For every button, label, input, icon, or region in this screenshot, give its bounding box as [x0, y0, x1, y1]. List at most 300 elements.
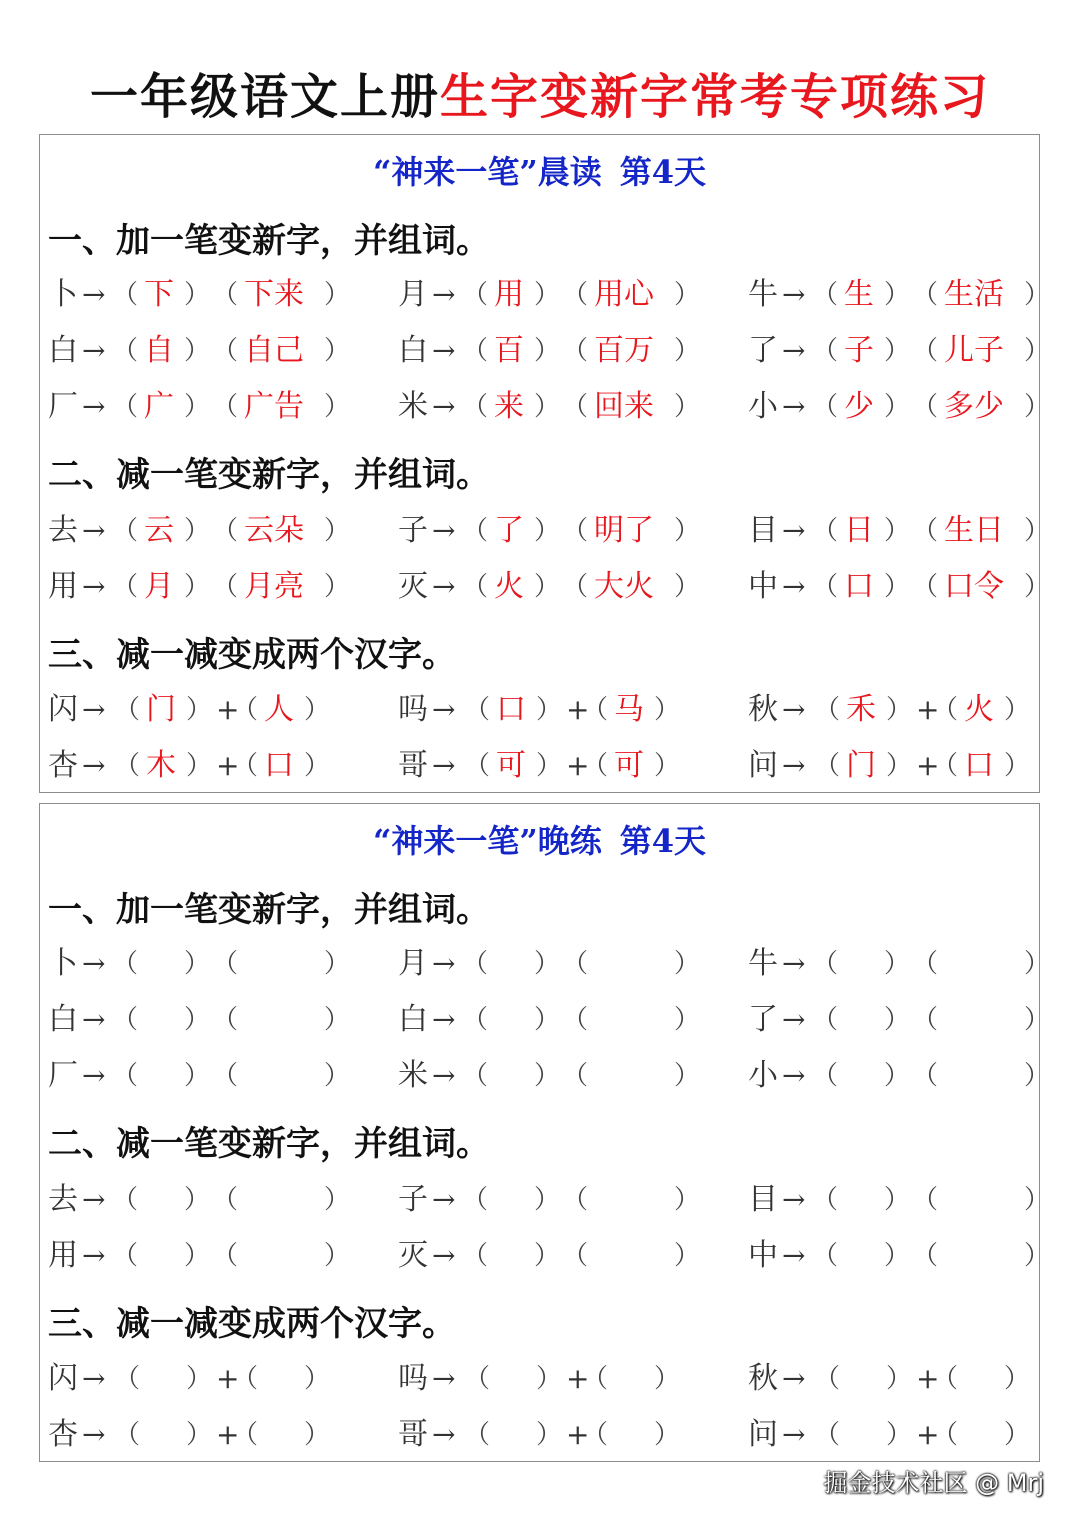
- arrow-symbol: →: [432, 1418, 456, 1451]
- arrow-symbol: →: [432, 947, 456, 980]
- answer-word: 明了: [594, 513, 654, 548]
- answer-character: 生: [844, 277, 874, 312]
- answer-word: 多少: [944, 389, 1004, 424]
- left-paren: （: [462, 1185, 489, 1215]
- left-paren: （: [112, 280, 139, 310]
- answer-word: 广告: [244, 389, 304, 424]
- exercise-row: [40, 511, 1051, 551]
- plus-sign: +: [566, 693, 590, 726]
- right-paren: ）: [536, 1420, 563, 1450]
- answer-part-2: 口: [264, 748, 294, 783]
- right-paren: ）: [1024, 336, 1051, 366]
- answer-word: 用心: [594, 277, 654, 312]
- arrow-symbol: →: [432, 1003, 456, 1036]
- arrow-symbol: →: [82, 1239, 106, 1272]
- left-paren: （: [232, 751, 259, 781]
- source-character: 用: [48, 1238, 78, 1273]
- source-character: 哥: [398, 1417, 428, 1452]
- left-paren: （: [462, 572, 489, 602]
- plus-sign: +: [916, 1418, 940, 1451]
- left-paren: （: [464, 1364, 491, 1394]
- source-character: 了: [748, 333, 778, 368]
- right-paren: ）: [324, 516, 351, 546]
- source-character: 小: [748, 1058, 778, 1093]
- right-paren: ）: [674, 1005, 701, 1035]
- right-paren: ）: [1004, 1364, 1031, 1394]
- left-paren: （: [464, 751, 491, 781]
- right-paren: ）: [324, 392, 351, 422]
- right-paren: ）: [1024, 1005, 1051, 1035]
- right-paren: ）: [186, 751, 213, 781]
- source-character: 白: [398, 333, 428, 368]
- left-paren: （: [932, 1364, 959, 1394]
- right-paren: ）: [886, 751, 913, 781]
- right-paren: ）: [534, 280, 561, 310]
- exercise-row: [40, 1056, 1051, 1096]
- answer-character: 子: [844, 333, 874, 368]
- arrow-symbol: →: [432, 334, 456, 367]
- left-paren: （: [912, 572, 939, 602]
- answer-word: 下来: [244, 277, 304, 312]
- arrow-symbol: →: [782, 1239, 806, 1272]
- arrow-symbol: →: [432, 390, 456, 423]
- source-character: 白: [398, 1002, 428, 1037]
- left-paren: （: [114, 751, 141, 781]
- left-paren: （: [812, 516, 839, 546]
- source-character: 卜: [48, 277, 78, 312]
- morning-section3-heading: 三、减一减变成两个汉字。: [48, 635, 456, 675]
- left-paren: （: [562, 392, 589, 422]
- plus-sign: +: [566, 1418, 590, 1451]
- left-paren: （: [462, 280, 489, 310]
- right-paren: ）: [674, 280, 701, 310]
- right-paren: ）: [304, 751, 331, 781]
- right-paren: ）: [184, 1241, 211, 1271]
- right-paren: ）: [304, 695, 331, 725]
- right-paren: ）: [324, 949, 351, 979]
- evening-day: 第4天: [619, 822, 707, 860]
- arrow-symbol: →: [82, 514, 106, 547]
- answer-character: 用: [494, 277, 524, 312]
- morning-section1-heading: 一、加一笔变新字，并组词。: [48, 221, 490, 261]
- evening-subtitle-text: “神来一笔”晚练: [372, 822, 602, 860]
- right-paren: ）: [536, 1364, 563, 1394]
- page-title: [0, 58, 1080, 127]
- right-paren: ）: [184, 949, 211, 979]
- answer-character: 口: [844, 569, 874, 604]
- left-paren: （: [462, 516, 489, 546]
- answer-character: 广: [144, 389, 174, 424]
- source-character: 杏: [48, 748, 78, 783]
- answer-character: 云: [144, 513, 174, 548]
- right-paren: ）: [884, 1185, 911, 1215]
- right-paren: ）: [324, 1061, 351, 1091]
- watermark: 掘金技术社区 @ Mrj: [823, 1469, 1044, 1497]
- arrow-symbol: →: [782, 1003, 806, 1036]
- left-paren: （: [114, 1420, 141, 1450]
- arrow-symbol: →: [82, 1418, 106, 1451]
- right-paren: ）: [1024, 1185, 1051, 1215]
- arrow-symbol: →: [82, 334, 106, 367]
- right-paren: ）: [324, 572, 351, 602]
- source-character: 子: [398, 513, 428, 548]
- right-paren: ）: [324, 280, 351, 310]
- exercise-row: [40, 331, 1051, 371]
- left-paren: （: [582, 1420, 609, 1450]
- answer-part-1: 门: [146, 692, 176, 727]
- right-paren: ）: [534, 336, 561, 366]
- arrow-symbol: →: [432, 1183, 456, 1216]
- source-character: 月: [398, 946, 428, 981]
- right-paren: ）: [304, 1364, 331, 1394]
- evening-section2-heading: 二、减一笔变新字，并组词。: [48, 1124, 490, 1164]
- exercise-row: [40, 1180, 1051, 1220]
- left-paren: （: [212, 336, 239, 366]
- left-paren: （: [462, 336, 489, 366]
- source-character: 厂: [48, 1058, 78, 1093]
- exercise-row: [40, 746, 1039, 786]
- right-paren: ）: [184, 1061, 211, 1091]
- left-paren: （: [562, 1241, 589, 1271]
- exercise-row: [40, 1359, 1039, 1399]
- right-paren: ）: [534, 1005, 561, 1035]
- right-paren: ）: [536, 695, 563, 725]
- source-character: 白: [48, 1002, 78, 1037]
- left-paren: （: [462, 1241, 489, 1271]
- arrow-symbol: →: [782, 514, 806, 547]
- plus-sign: +: [216, 693, 240, 726]
- left-paren: （: [232, 1364, 259, 1394]
- arrow-symbol: →: [432, 1059, 456, 1092]
- right-paren: ）: [184, 1005, 211, 1035]
- left-paren: （: [562, 572, 589, 602]
- left-paren: （: [912, 1005, 939, 1035]
- answer-word: 百万: [594, 333, 654, 368]
- arrow-symbol: →: [432, 570, 456, 603]
- answer-character: 少: [844, 389, 874, 424]
- answer-word: 月亮: [244, 569, 304, 604]
- left-paren: （: [212, 1061, 239, 1091]
- source-character: 中: [748, 1238, 778, 1273]
- source-character: 灭: [398, 569, 428, 604]
- answer-word: 云朵: [244, 513, 304, 548]
- right-paren: ）: [184, 572, 211, 602]
- morning-subtitle: [40, 147, 1039, 193]
- right-paren: ）: [884, 572, 911, 602]
- left-paren: （: [562, 336, 589, 366]
- right-paren: ）: [884, 516, 911, 546]
- source-character: 秋: [748, 692, 778, 727]
- left-paren: （: [562, 280, 589, 310]
- left-paren: （: [462, 1005, 489, 1035]
- answer-part-1: 可: [496, 748, 526, 783]
- left-paren: （: [812, 392, 839, 422]
- left-paren: （: [212, 516, 239, 546]
- source-character: 杏: [48, 1417, 78, 1452]
- arrow-symbol: →: [82, 1003, 106, 1036]
- right-paren: ）: [184, 1185, 211, 1215]
- evening-section3-heading: 三、减一减变成两个汉字。: [48, 1304, 456, 1344]
- title-part-red: 生字变新字常考专项练习: [440, 69, 991, 125]
- arrow-symbol: →: [432, 514, 456, 547]
- plus-sign: +: [216, 749, 240, 782]
- left-paren: （: [814, 751, 841, 781]
- source-character: 了: [748, 1002, 778, 1037]
- arrow-symbol: →: [432, 278, 456, 311]
- source-character: 哥: [398, 748, 428, 783]
- right-paren: ）: [534, 1241, 561, 1271]
- left-paren: （: [112, 516, 139, 546]
- left-paren: （: [912, 1185, 939, 1215]
- right-paren: ）: [654, 1420, 681, 1450]
- left-paren: （: [212, 280, 239, 310]
- right-paren: ）: [534, 1185, 561, 1215]
- arrow-symbol: →: [782, 570, 806, 603]
- left-paren: （: [464, 695, 491, 725]
- right-paren: ）: [884, 280, 911, 310]
- right-paren: ）: [674, 336, 701, 366]
- left-paren: （: [212, 572, 239, 602]
- left-paren: （: [562, 1061, 589, 1091]
- left-paren: （: [812, 336, 839, 366]
- left-paren: （: [812, 1005, 839, 1035]
- source-character: 月: [398, 277, 428, 312]
- left-paren: （: [912, 1061, 939, 1091]
- right-paren: ）: [674, 392, 701, 422]
- arrow-symbol: →: [782, 278, 806, 311]
- left-paren: （: [112, 949, 139, 979]
- right-paren: ）: [654, 1364, 681, 1394]
- left-paren: （: [932, 751, 959, 781]
- evening-practice-panel: [39, 803, 1051, 1462]
- answer-character: 了: [494, 513, 524, 548]
- answer-word: 自己: [244, 333, 304, 368]
- left-paren: （: [112, 1185, 139, 1215]
- left-paren: （: [112, 336, 139, 366]
- right-paren: ）: [534, 572, 561, 602]
- plus-sign: +: [216, 1362, 240, 1395]
- arrow-symbol: →: [782, 693, 806, 726]
- right-paren: ）: [884, 1005, 911, 1035]
- left-paren: （: [812, 949, 839, 979]
- right-paren: ）: [1024, 1061, 1051, 1091]
- plus-sign: +: [916, 693, 940, 726]
- arrow-symbol: →: [782, 947, 806, 980]
- source-character: 小: [748, 389, 778, 424]
- exercise-row: [40, 944, 1051, 984]
- right-paren: ）: [536, 751, 563, 781]
- arrow-symbol: →: [782, 334, 806, 367]
- right-paren: ）: [1024, 280, 1051, 310]
- right-paren: ）: [184, 280, 211, 310]
- arrow-symbol: →: [82, 693, 106, 726]
- arrow-symbol: →: [432, 1362, 456, 1395]
- right-paren: ）: [884, 336, 911, 366]
- plus-sign: +: [916, 749, 940, 782]
- right-paren: ）: [186, 1364, 213, 1394]
- answer-part-2: 人: [264, 692, 294, 727]
- answer-part-1: 口: [496, 692, 526, 727]
- left-paren: （: [582, 695, 609, 725]
- left-paren: （: [112, 572, 139, 602]
- exercise-row: [40, 690, 1039, 730]
- right-paren: ）: [674, 516, 701, 546]
- right-paren: ）: [1004, 695, 1031, 725]
- left-paren: （: [582, 751, 609, 781]
- left-paren: （: [912, 280, 939, 310]
- right-paren: ）: [674, 572, 701, 602]
- answer-part-1: 门: [846, 748, 876, 783]
- answer-character: 百: [494, 333, 524, 368]
- answer-part-1: 木: [146, 748, 176, 783]
- source-character: 目: [748, 513, 778, 548]
- left-paren: （: [112, 1061, 139, 1091]
- arrow-symbol: →: [82, 390, 106, 423]
- right-paren: ）: [674, 1185, 701, 1215]
- right-paren: ）: [1004, 751, 1031, 781]
- plus-sign: +: [216, 1418, 240, 1451]
- right-paren: ）: [186, 1420, 213, 1450]
- left-paren: （: [582, 1364, 609, 1394]
- plus-sign: +: [566, 749, 590, 782]
- right-paren: ）: [1024, 572, 1051, 602]
- morning-reading-panel: [39, 134, 1051, 793]
- answer-word: 生活: [944, 277, 1004, 312]
- right-paren: ）: [534, 949, 561, 979]
- exercise-row: [40, 387, 1051, 427]
- source-character: 厂: [48, 389, 78, 424]
- answer-part-2: 马: [614, 692, 644, 727]
- morning-subtitle-text: “神来一笔”晨读: [372, 153, 602, 191]
- source-character: 去: [48, 513, 78, 548]
- left-paren: （: [212, 392, 239, 422]
- right-paren: ）: [304, 1420, 331, 1450]
- left-paren: （: [232, 695, 259, 725]
- right-paren: ）: [1024, 392, 1051, 422]
- right-paren: ）: [534, 392, 561, 422]
- source-character: 子: [398, 1182, 428, 1217]
- arrow-symbol: →: [782, 1362, 806, 1395]
- answer-word: 生日: [944, 513, 1004, 548]
- plus-sign: +: [916, 1362, 940, 1395]
- source-character: 白: [48, 333, 78, 368]
- right-paren: ）: [654, 751, 681, 781]
- right-paren: ）: [534, 1061, 561, 1091]
- answer-word: 大火: [594, 569, 654, 604]
- arrow-symbol: →: [782, 1183, 806, 1216]
- right-paren: ）: [674, 1061, 701, 1091]
- left-paren: （: [814, 695, 841, 725]
- left-paren: （: [812, 280, 839, 310]
- arrow-symbol: →: [782, 749, 806, 782]
- right-paren: ）: [674, 1241, 701, 1271]
- right-paren: ）: [674, 949, 701, 979]
- morning-day: 第4天: [619, 153, 707, 191]
- exercise-row: [40, 1415, 1039, 1455]
- source-character: 目: [748, 1182, 778, 1217]
- left-paren: （: [912, 516, 939, 546]
- source-character: 灭: [398, 1238, 428, 1273]
- right-paren: ）: [184, 392, 211, 422]
- source-character: 卜: [48, 946, 78, 981]
- source-character: 牛: [748, 277, 778, 312]
- left-paren: （: [112, 1241, 139, 1271]
- arrow-symbol: →: [432, 693, 456, 726]
- evening-section1-heading: 一、加一笔变新字，并组词。: [48, 890, 490, 930]
- left-paren: （: [114, 695, 141, 725]
- left-paren: （: [912, 1241, 939, 1271]
- arrow-symbol: →: [782, 1059, 806, 1092]
- right-paren: ）: [324, 1185, 351, 1215]
- left-paren: （: [912, 949, 939, 979]
- answer-character: 下: [144, 277, 174, 312]
- right-paren: ）: [886, 1420, 913, 1450]
- left-paren: （: [932, 1420, 959, 1450]
- source-character: 吗: [398, 692, 428, 727]
- right-paren: ）: [1004, 1420, 1031, 1450]
- answer-word: 儿子: [944, 333, 1004, 368]
- answer-word: 回来: [594, 389, 654, 424]
- left-paren: （: [814, 1364, 841, 1394]
- source-character: 吗: [398, 1361, 428, 1396]
- left-paren: （: [814, 1420, 841, 1450]
- answer-character: 火: [494, 569, 524, 604]
- exercise-row: [40, 1000, 1051, 1040]
- right-paren: ）: [184, 336, 211, 366]
- arrow-symbol: →: [782, 1418, 806, 1451]
- plus-sign: +: [566, 1362, 590, 1395]
- answer-part-2: 口: [964, 748, 994, 783]
- arrow-symbol: →: [432, 1239, 456, 1272]
- arrow-symbol: →: [782, 390, 806, 423]
- arrow-symbol: →: [82, 570, 106, 603]
- source-character: 问: [748, 1417, 778, 1452]
- arrow-symbol: →: [432, 749, 456, 782]
- left-paren: （: [112, 1005, 139, 1035]
- left-paren: （: [114, 1364, 141, 1394]
- exercise-row: [40, 567, 1051, 607]
- right-paren: ）: [1024, 1241, 1051, 1271]
- right-paren: ）: [884, 1061, 911, 1091]
- answer-part-2: 火: [964, 692, 994, 727]
- arrow-symbol: →: [82, 749, 106, 782]
- evening-subtitle: [40, 816, 1039, 862]
- source-character: 闪: [48, 692, 78, 727]
- right-paren: ）: [1024, 516, 1051, 546]
- left-paren: （: [562, 1185, 589, 1215]
- left-paren: （: [912, 392, 939, 422]
- left-paren: （: [562, 949, 589, 979]
- left-paren: （: [212, 949, 239, 979]
- left-paren: （: [212, 1185, 239, 1215]
- title-part-black: 一年级语文上册: [89, 69, 440, 125]
- arrow-symbol: →: [82, 947, 106, 980]
- left-paren: （: [212, 1241, 239, 1271]
- left-paren: （: [912, 336, 939, 366]
- source-character: 去: [48, 1182, 78, 1217]
- left-paren: （: [812, 1061, 839, 1091]
- arrow-symbol: →: [82, 1183, 106, 1216]
- answer-part-2: 可: [614, 748, 644, 783]
- left-paren: （: [462, 392, 489, 422]
- right-paren: ）: [324, 336, 351, 366]
- source-character: 闪: [48, 1361, 78, 1396]
- right-paren: ）: [884, 392, 911, 422]
- left-paren: （: [462, 949, 489, 979]
- left-paren: （: [562, 516, 589, 546]
- right-paren: ）: [884, 949, 911, 979]
- left-paren: （: [812, 572, 839, 602]
